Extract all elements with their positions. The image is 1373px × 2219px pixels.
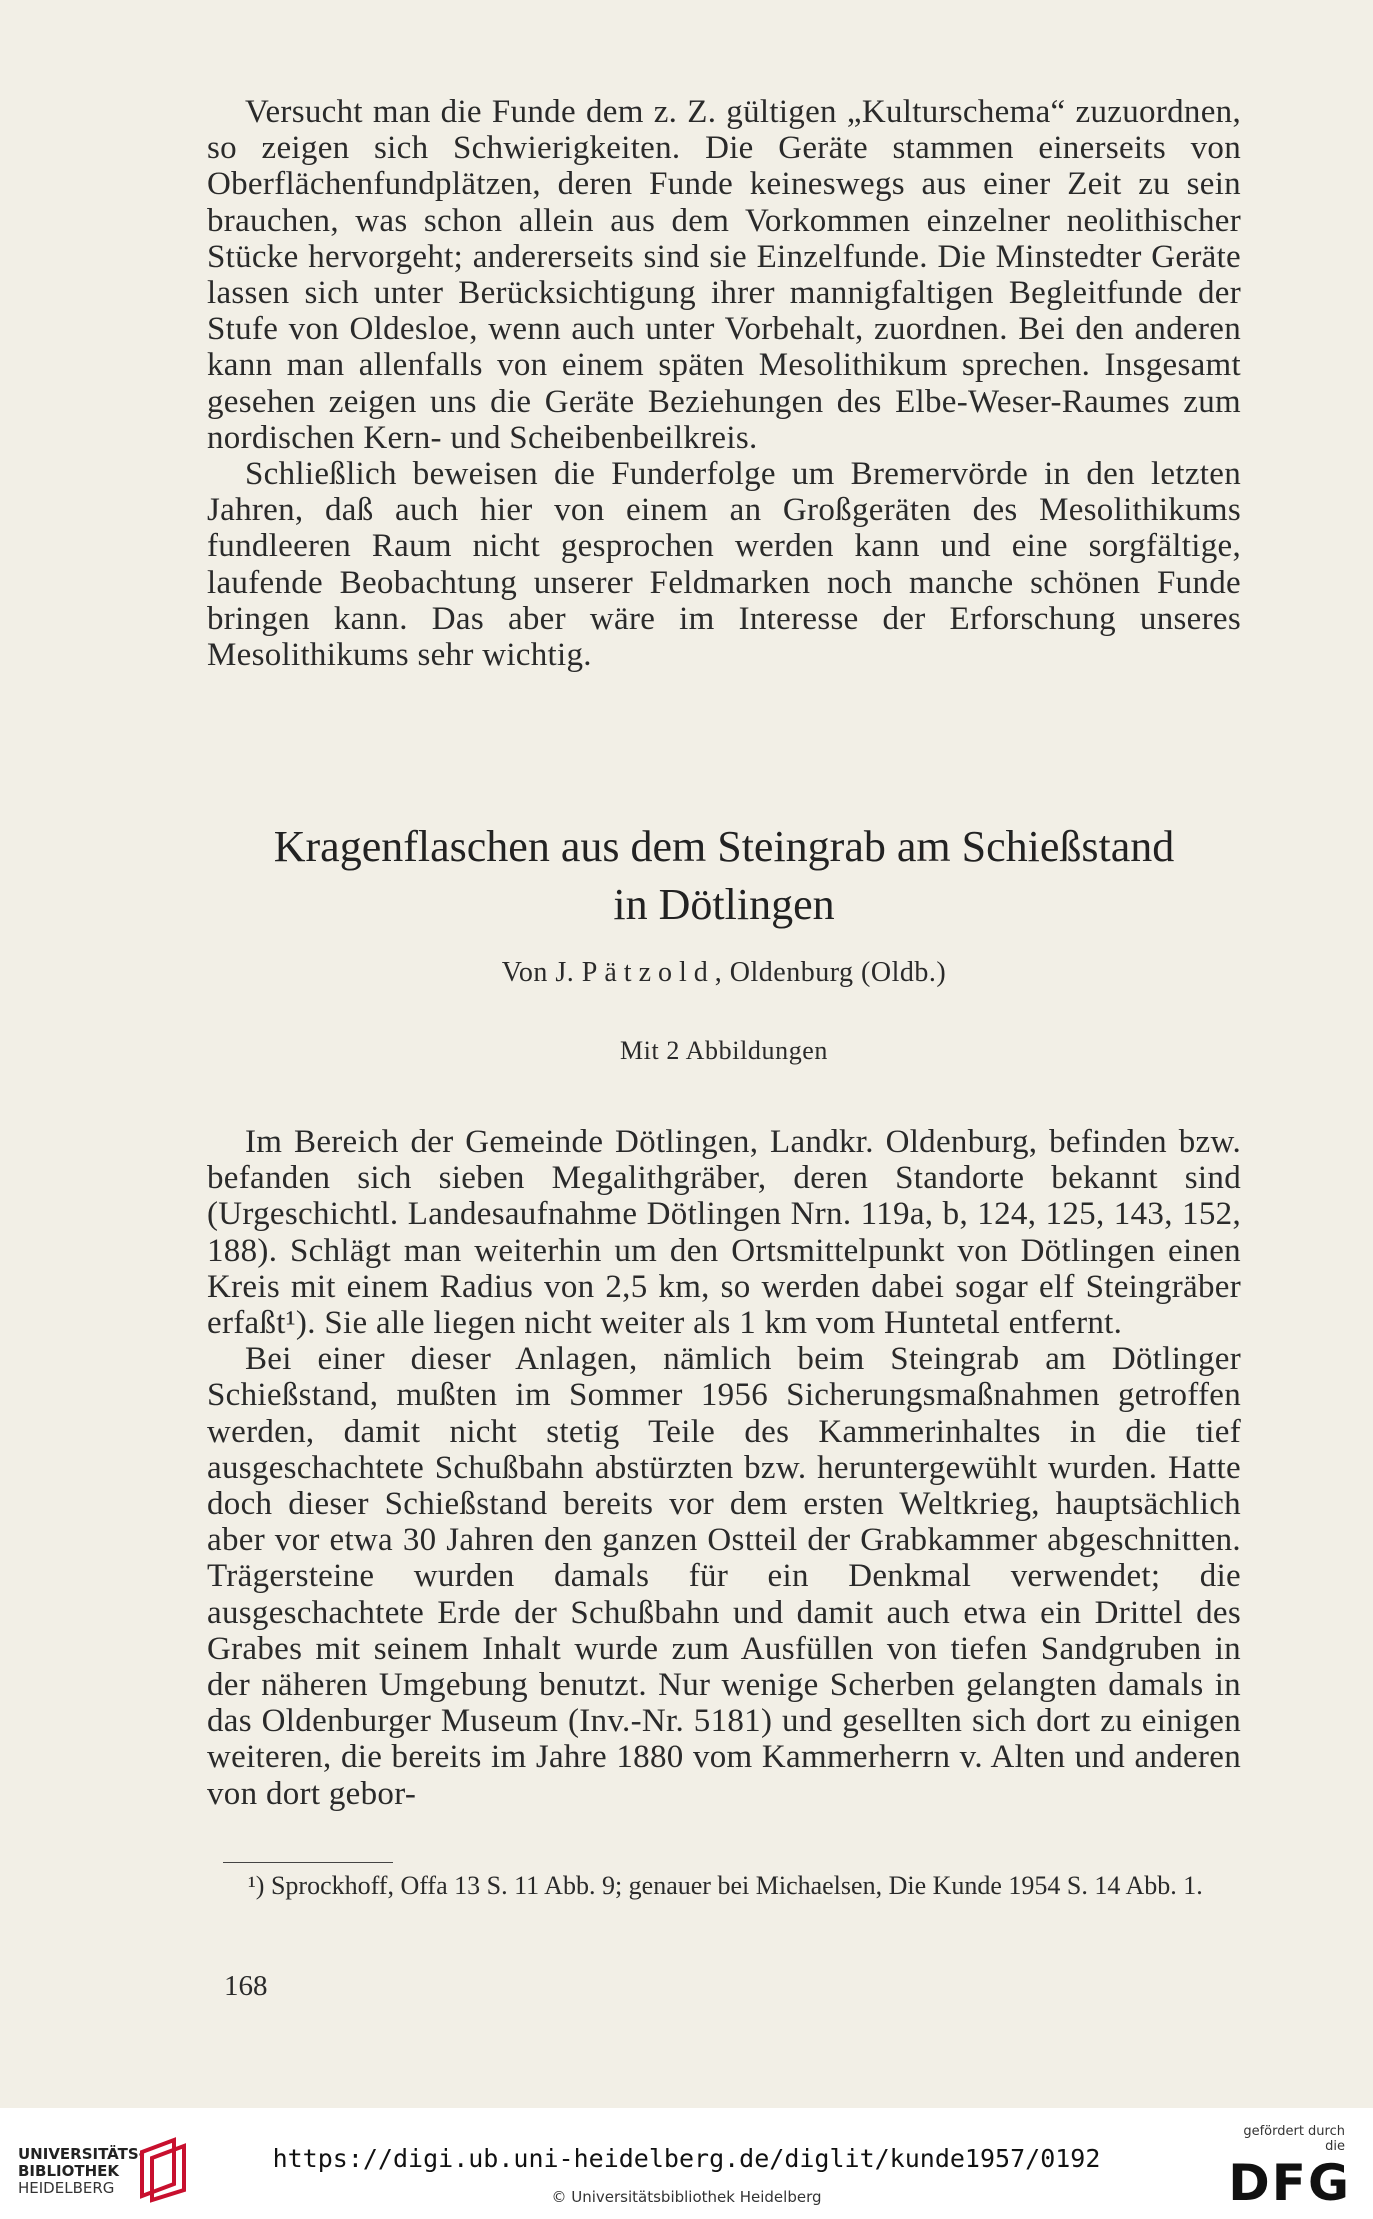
author-prefix: Von J. [501, 957, 575, 988]
paragraph: Im Bereich der Gemeinde Dötlingen, Landkr. Oldenburg, befinden bzw. befanden sich sieben Megalithgräber, deren Standorte bekannt sind (Urgeschichtl. Landesaufnahme Dötlingen Nrn. 119a, b, 124, 125, 143, 152, 188). Schlägt man weiterhin um den Ortsmittelpunkt von Dötlingen einen Kreis mit einem Radius von 2,5 km, so werden dabei sogar elf Steingräber erfaßt¹). Sie alle liegen nicht weiter als 1 km vom Huntetal entfernt. [207, 1124, 1241, 1342]
page-number: 168 [224, 1970, 268, 2002]
article-text-block [207, 1124, 1241, 1812]
copyright-notice: © Universitätsbibliothek Heidelberg [551, 2188, 822, 2206]
dfg-caption: gefördert durch die [1243, 2124, 1345, 2154]
viewer-footer [0, 2108, 1373, 2219]
library-line-1: UNIVERSITÄTS- [18, 2145, 145, 2163]
dfg-wordmark: DFG [1228, 2154, 1351, 2212]
permalink-url[interactable]: https://digi.ub.uni-heidelberg.de/diglit/kunde1957/0192 [272, 2144, 1101, 2173]
footnote-divider [223, 1862, 393, 1863]
dfg-logo[interactable] [1221, 2124, 1351, 2214]
paragraph: Bei einer dieser Anlagen, nämlich beim Steingrab am Dötlinger Schießstand, mußten im Sommer 1956 Sicherungsmaßnahmen getroffen werden, damit nicht stetig Teile des Kammerinhaltes in die tief ausgeschachtete Schußbahn abstürzten bzw. heruntergewühlt wurden. Hatte doch dieser Schießstand bereits vor dem ersten Weltkrieg, hauptsächlich aber vor etwa 30 Jahren den ganzen Ostteil der Grabkammer abgeschnitten. Trägersteine wurden damals für ein Denkmal verwendet; die ausgeschachtete Erde der Schußbahn und damit auch etwa ein Drittel des Grabes mit seinem Inhalt wurde zum Ausfüllen von tiefen Sandgruben in der näheren Umgebung benutzt. Nur wenige Scherben gelangten damals in das Oldenburger Museum (Inv.-Nr. 5181) und gesellten sich dort zu einigen weiteren, die bereits im Jahre 1880 vom Kammerherrn v. Alten und anderen von dort gebor- [207, 1341, 1241, 1812]
library-line-2: BIBLIOTHEK [18, 2162, 119, 2180]
author-suffix: , Oldenburg (Oldb.) [714, 957, 947, 988]
paragraph: Versucht man die Funde dem z. Z. gültigen „Kulturschema“ zuzuordnen, so zeigen sich Schwierigkeiten. Die Geräte stammen einerseits von Oberflächenfundplätzen, deren Funde keineswegs aus einer Zeit zu sein brauchen, was schon allein aus dem Vorkommen einzelner neolithischer Stücke hervorgeht; andererseits sind sie Einzelfunde. Die Minstedter Geräte lassen sich unter Berücksichtigung ihrer mannigfaltigen Begleitfunde der Stufe von Oldesloe, wenn auch unter Vorbehalt, zuordnen. Bei den anderen kann man allenfalls von einem späten Mesolithikum sprechen. Insgesamt gesehen zeigen uns die Geräte Beziehungen des Elbe-Weser-Raumes zum nordischen Kern- und Scheibenbeilkreis. [207, 94, 1241, 456]
author-name: Pätzold [581, 957, 715, 988]
library-line-3: HEIDELBERG [18, 2179, 115, 2197]
author-line [207, 957, 1241, 989]
article-title [207, 818, 1241, 934]
paragraph: Schließlich beweisen die Funderfolge um Bremervörde in den letzten Jahren, daß auch hier von einem an Großgeräten des Mesolithikums fundleeren Raum nicht gesprochen werden kann und eine sorgfältige, laufende Beobachtung unserer Feldmarken noch manche schönen Funde bringen kann. Das aber wäre im Interesse der Erforschung unseres Mesolithikums sehr wichtig. [207, 456, 1241, 674]
title-line-2: in Dötlingen [613, 880, 835, 929]
title-line-1: Kragenflaschen aus dem Steingrab am Schießstand [273, 822, 1175, 871]
illustrations-note: Mit 2 Abbildungen [619, 1036, 829, 1065]
footnote-text: ¹) Sprockhoff, Offa 13 S. 11 Abb. 9; genauer bei Michaelsen, Die Kunde 1954 S. 14 Abb. 1. [248, 1871, 1203, 1900]
footnote [222, 1868, 1246, 1904]
intro-text-block [207, 94, 1241, 673]
